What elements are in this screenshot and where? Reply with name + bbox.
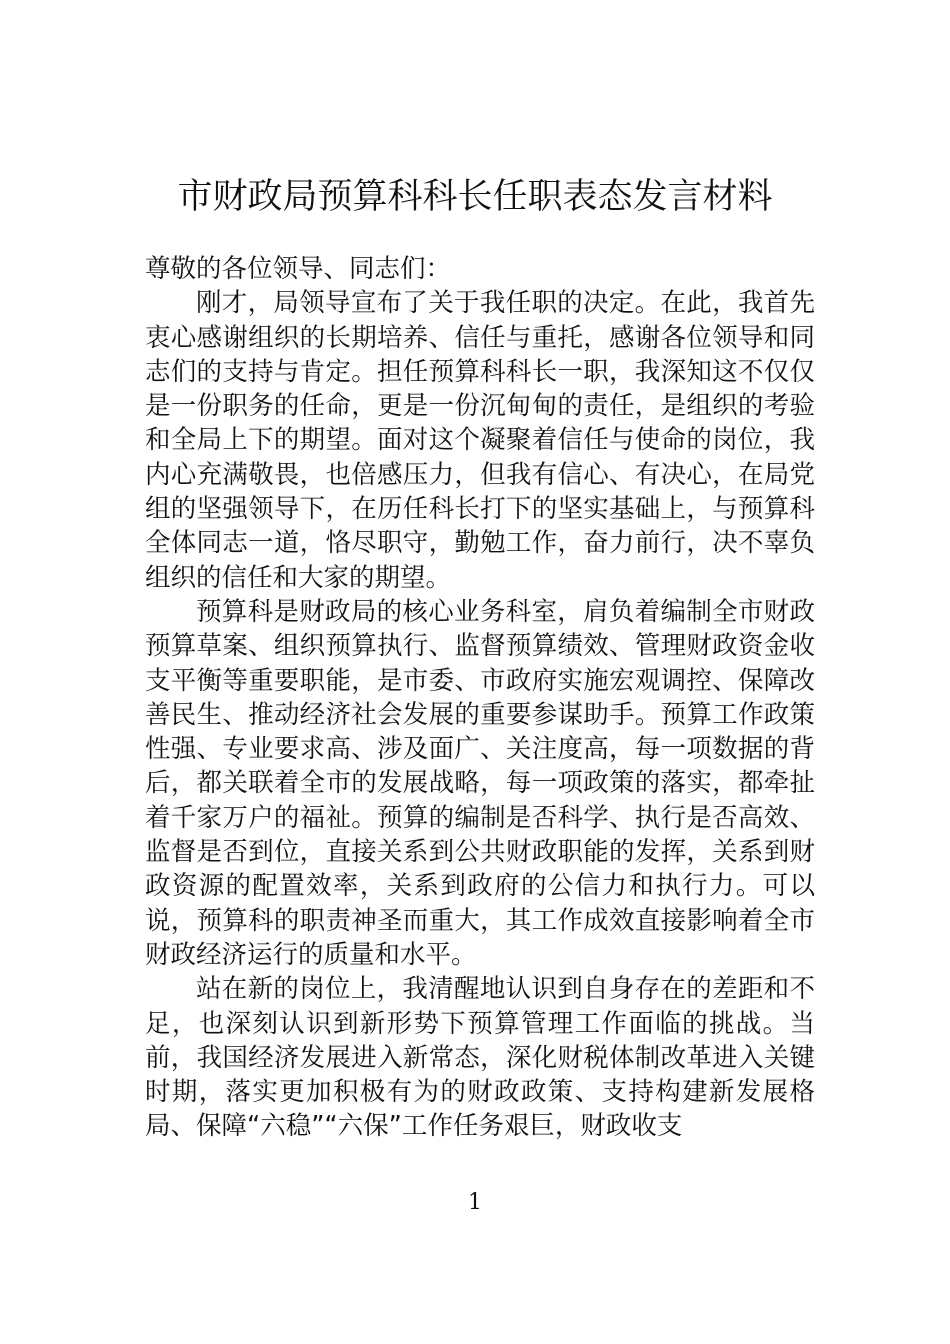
paragraph-2: 预算科是财政局的核心业务科室，肩负着编制全市财政预算草案、组织预算执行、监督预算绩效、管理财政资金收支平衡等重要职能，是市委、市政府实施宏观调控、保障改善民生、推动经济社会发展的重要参谋助手。预算工作政策性强、专业要求高、涉及面广、关注度高，每一项数据的背后，都关联着全市的发展战略，每一项政策的落实，都牵扯着千家万户的福祉。预算的编制是否科学、执行是否高效、监督是否到位，直接关系到公共财政职能的发挥，关系到财政资源的配置效率，关系到政府的公信力和执行力。可以说，预算科的职责神圣而重大，其工作成效直接影响着全市财政经济运行的质量和水平。 [145,596,815,970]
document-body [145,252,815,1144]
paragraph-1: 刚才，局领导宣布了关于我任职的决定。在此，我首先衷心感谢组织的长期培养、信任与重托，感谢各位领导和同志们的支持与肯定。担任预算科科长一职，我深知这不仅仅是一份职务的任命，更是一份沉甸甸的责任，是组织的考验和全局上下的期望。面对这个凝聚着信任与使命的岗位，我内心充满敬畏，也倍感压力，但我有信心、有决心，在局党组的坚强领导下，在历任科长打下的坚实基础上，与预算科全体同志一道，恪尽职守，勤勉工作，奋力前行，决不辜负组织的信任和大家的期望。 [145,288,815,593]
page-number: 1 [468,1190,482,1215]
document-title: 市财政局预算科科长任职表态发言材料 [177,177,773,217]
paragraph-3: 站在新的岗位上，我清醒地认识到自身存在的差距和不足，也深刻认识到新形势下预算管理工作面临的挑战。当前，我国经济发展进入新常态，深化财税体制改革进入关键时期，落实更加积极有为的财政政策、支持构建新发展格局、保障“六稳”“六保”工作任务艰巨，财政收支 [145,974,815,1142]
salutation: 尊敬的各位领导、同志们： [145,254,452,284]
